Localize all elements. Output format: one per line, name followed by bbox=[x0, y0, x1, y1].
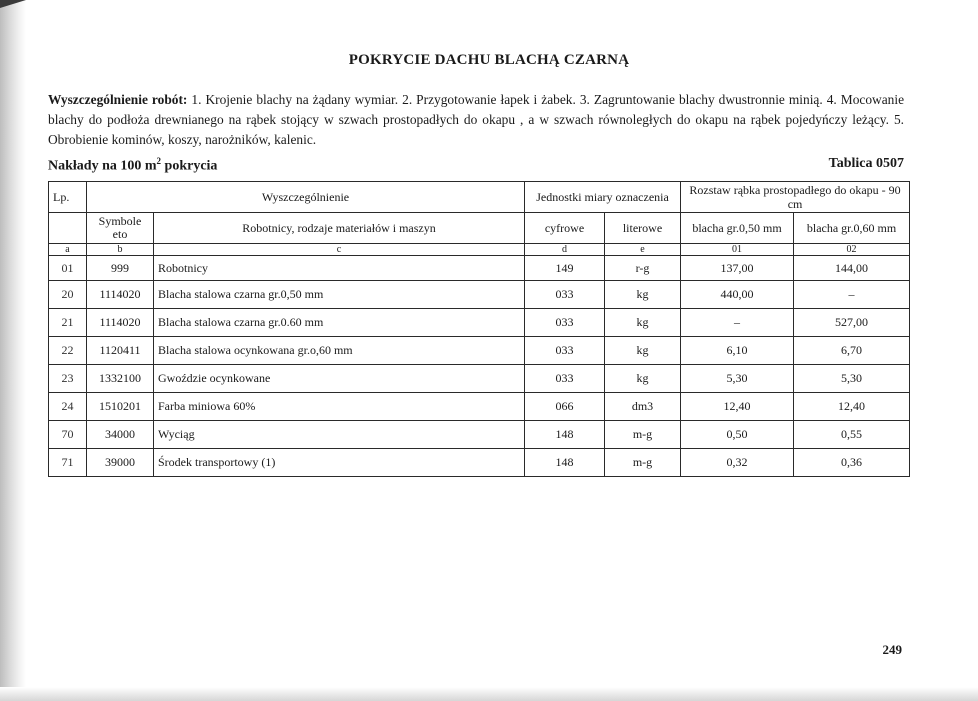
header-symbole: Symbole eto bbox=[87, 213, 154, 244]
row-cyfrowe: 033 bbox=[525, 337, 605, 365]
row-name: Blacha stalowa ocynkowana gr.o,60 mm bbox=[154, 337, 525, 365]
table-row bbox=[49, 309, 910, 337]
row-literowe: r-g bbox=[605, 256, 681, 281]
row-lp: 20 bbox=[49, 281, 87, 309]
row-literowe: kg bbox=[605, 281, 681, 309]
row-value-060: 527,00 bbox=[794, 309, 910, 337]
header-lp: Lp. bbox=[49, 182, 87, 213]
row-literowe: kg bbox=[605, 365, 681, 393]
row-lp: 22 bbox=[49, 337, 87, 365]
letter-c: c bbox=[154, 244, 525, 256]
row-value-060: 12,40 bbox=[794, 393, 910, 421]
row-value-060: 0,36 bbox=[794, 449, 910, 477]
row-lp: 24 bbox=[49, 393, 87, 421]
row-cyfrowe: 033 bbox=[525, 365, 605, 393]
row-lp: 71 bbox=[49, 449, 87, 477]
row-lp: 01 bbox=[49, 256, 87, 281]
row-cyfrowe: 066 bbox=[525, 393, 605, 421]
row-symbol: 1332100 bbox=[87, 365, 154, 393]
row-value-050: – bbox=[681, 309, 794, 337]
page-bottom-edge bbox=[0, 687, 978, 701]
page-corner bbox=[0, 0, 26, 8]
row-cyfrowe: 033 bbox=[525, 309, 605, 337]
row-symbol: 34000 bbox=[87, 421, 154, 449]
letter-d: d bbox=[525, 244, 605, 256]
row-name: Wyciąg bbox=[154, 421, 525, 449]
row-name: Farba miniowa 60% bbox=[154, 393, 525, 421]
row-value-050: 0,50 bbox=[681, 421, 794, 449]
work-description-text: 1. Krojenie blachy na żądany wymiar. 2. Przygotowanie łapek i żabek. 3. Zagruntowanie blachy dwustronnie minią. 4. Mocowanie blachy do podłoża drewnianego na rąbek stojący w szwach prostopadłych do okapu , a w szwach równoległych do okapu na rąbek pojedyńczy leżący. 5. Obrobienie kominów, koszy, narożników, kalenic. bbox=[48, 92, 905, 147]
row-symbol: 1114020 bbox=[87, 309, 154, 337]
subheading-suffix: pokrycia bbox=[161, 158, 218, 174]
subheading-sup: 2 bbox=[156, 156, 162, 166]
row-value-060: 5,30 bbox=[794, 365, 910, 393]
header-rozstaw: Rozstaw rąbka prostopadłego do okapu - 90 cm bbox=[681, 182, 910, 213]
row-value-060: 6,70 bbox=[794, 337, 910, 365]
letter-e: e bbox=[605, 244, 681, 256]
page-number: 249 bbox=[882, 642, 902, 657]
row-value-050: 6,10 bbox=[681, 337, 794, 365]
header-robotnicy-materialy: Robotnicy, rodzaje materiałów i maszyn bbox=[154, 213, 525, 244]
header-row-2 bbox=[49, 213, 910, 244]
row-value-050: 5,30 bbox=[681, 365, 794, 393]
norms-table bbox=[48, 181, 910, 477]
work-description-label: Wyszczególnienie robót: bbox=[48, 92, 188, 107]
document-title: POKRYCIE DACHU BLACHĄ CZARNĄ bbox=[348, 52, 630, 68]
header-cyfrowe: cyfrowe bbox=[525, 213, 605, 244]
row-lp: 21 bbox=[49, 309, 87, 337]
row-cyfrowe: 148 bbox=[525, 421, 605, 449]
row-literowe: m-g bbox=[605, 421, 681, 449]
row-name: Robotnicy bbox=[154, 256, 525, 281]
table-row bbox=[49, 421, 910, 449]
row-value-050: 440,00 bbox=[681, 281, 794, 309]
row-symbol: 1114020 bbox=[87, 281, 154, 309]
row-literowe: kg bbox=[605, 337, 681, 365]
row-cyfrowe: 033 bbox=[525, 281, 605, 309]
header-jednostki: Jednostki miary oznaczenia bbox=[525, 182, 681, 213]
row-name: Blacha stalowa czarna gr.0,50 mm bbox=[154, 281, 525, 309]
table-number: Tablica 0507 bbox=[828, 156, 904, 171]
row-symbol: 1120411 bbox=[87, 337, 154, 365]
header-letter-row bbox=[49, 244, 910, 256]
row-value-060: 0,55 bbox=[794, 421, 910, 449]
table-row bbox=[49, 393, 910, 421]
row-name: Środek transportowy (1) bbox=[154, 449, 525, 477]
header-row-1 bbox=[49, 182, 910, 213]
header-wyszczegolnienie: Wyszczególnienie bbox=[87, 182, 525, 213]
header-lp-empty bbox=[49, 213, 87, 244]
row-value-050: 0,32 bbox=[681, 449, 794, 477]
table-row bbox=[49, 256, 910, 281]
table-row bbox=[49, 337, 910, 365]
row-literowe: dm3 bbox=[605, 393, 681, 421]
row-value-060: – bbox=[794, 281, 910, 309]
section-subheading bbox=[48, 156, 217, 175]
row-literowe: kg bbox=[605, 309, 681, 337]
row-name: Blacha stalowa czarna gr.0.60 mm bbox=[154, 309, 525, 337]
page-gutter-shadow bbox=[0, 0, 26, 701]
row-name: Gwoździe ocynkowane bbox=[154, 365, 525, 393]
row-symbol: 999 bbox=[87, 256, 154, 281]
subheading-text: Nakłady na 100 m bbox=[48, 158, 157, 174]
table-row bbox=[49, 449, 910, 477]
header-blacha-060: blacha gr.0,60 mm bbox=[794, 213, 910, 244]
table-row bbox=[49, 365, 910, 393]
row-symbol: 39000 bbox=[87, 449, 154, 477]
row-value-050: 137,00 bbox=[681, 256, 794, 281]
row-lp: 23 bbox=[49, 365, 87, 393]
row-cyfrowe: 149 bbox=[525, 256, 605, 281]
letter-02: 02 bbox=[794, 244, 910, 256]
header-blacha-050: blacha gr.0,50 mm bbox=[681, 213, 794, 244]
row-literowe: m-g bbox=[605, 449, 681, 477]
row-cyfrowe: 148 bbox=[525, 449, 605, 477]
row-lp: 70 bbox=[49, 421, 87, 449]
work-description bbox=[48, 90, 904, 150]
row-symbol: 1510201 bbox=[87, 393, 154, 421]
letter-01: 01 bbox=[681, 244, 794, 256]
letter-a: a bbox=[49, 244, 87, 256]
row-value-060: 144,00 bbox=[794, 256, 910, 281]
letter-b: b bbox=[87, 244, 154, 256]
row-value-050: 12,40 bbox=[681, 393, 794, 421]
table-row bbox=[49, 281, 910, 309]
header-literowe: literowe bbox=[605, 213, 681, 244]
